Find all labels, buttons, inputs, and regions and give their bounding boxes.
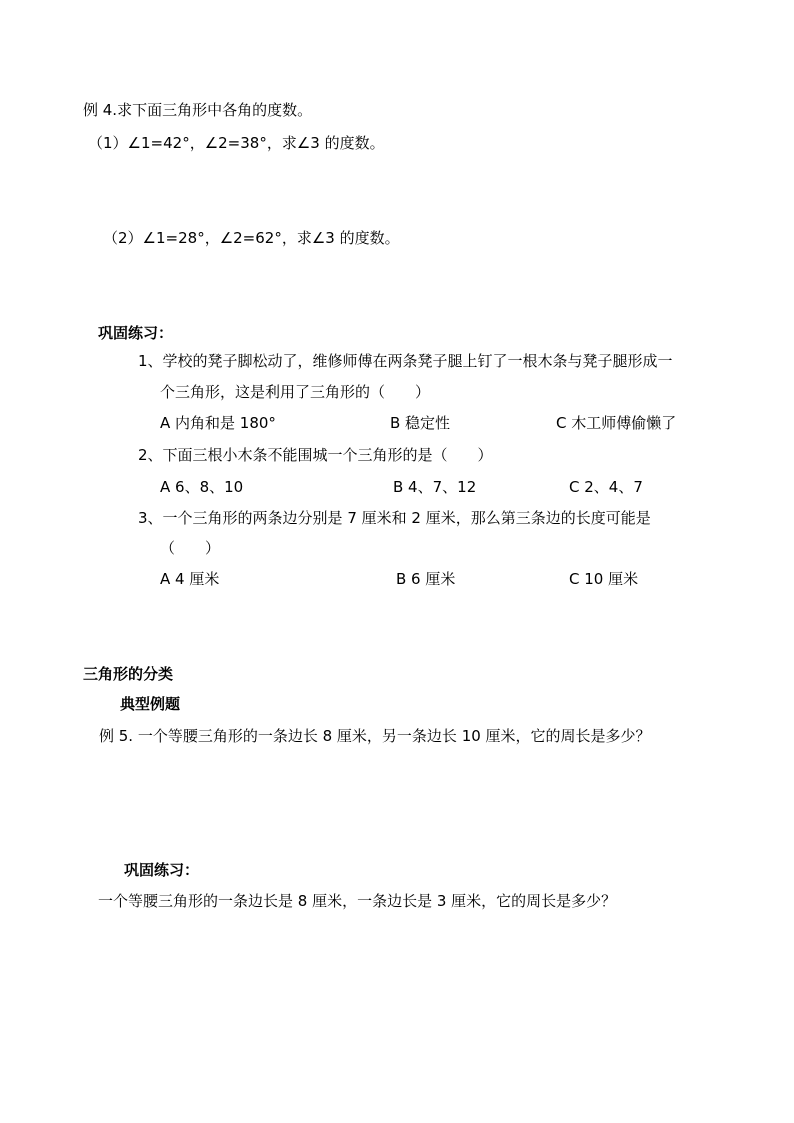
q3-line1: 3、一个三角形的两条边分别是 7 厘米和 2 厘米，那么第三条边的长度可能是 <box>138 509 651 527</box>
q3-option-b: B 6 厘米 <box>396 570 456 588</box>
q1-line1: 1、学校的凳子脚松动了，维修师傅在两条凳子腿上钉了一根木条与凳子腿形成一 <box>138 352 673 370</box>
example4-part2: （2）∠1=28°，∠2=62°，求∠3 的度数。 <box>103 229 400 247</box>
q2-option-a: A 6、8、10 <box>160 478 244 496</box>
example4-part1: （1）∠1=42°，∠2=38°，求∠3 的度数。 <box>88 134 385 152</box>
example4-title: 例 4.求下面三角形中各角的度数。 <box>83 101 313 119</box>
q2-line1: 2、下面三根小木条不能围城一个三角形的是（ ） <box>138 446 493 464</box>
q3-line2: （ ） <box>160 539 221 557</box>
q3-option-c: C 10 厘米 <box>569 570 639 588</box>
classification-heading: 三角形的分类 <box>83 665 174 683</box>
q1-line2: 个三角形，这是利用了三角形的（ ） <box>160 383 431 401</box>
classification-subheading: 典型例题 <box>120 695 181 713</box>
q1-option-a: A 内角和是 180° <box>160 414 276 432</box>
q2-option-b: B 4、7、12 <box>393 478 477 496</box>
q3-option-a: A 4 厘米 <box>160 570 220 588</box>
q1-option-c: C 木工师傅偷懒了 <box>556 414 677 432</box>
example5-text: 例 5. 一个等腰三角形的一条边长 8 厘米，另一条边长 10 厘米，它的周长是多少？ <box>99 727 651 745</box>
practice2-question: 一个等腰三角形的一条边长是 8 厘米，一条边长是 3 厘米，它的周长是多少？ <box>98 892 617 910</box>
practice1-heading: 巩固练习： <box>98 324 174 342</box>
q1-option-b: B 稳定性 <box>390 414 451 432</box>
practice2-heading: 巩固练习： <box>124 861 200 879</box>
q2-option-c: C 2、4、7 <box>569 478 643 496</box>
